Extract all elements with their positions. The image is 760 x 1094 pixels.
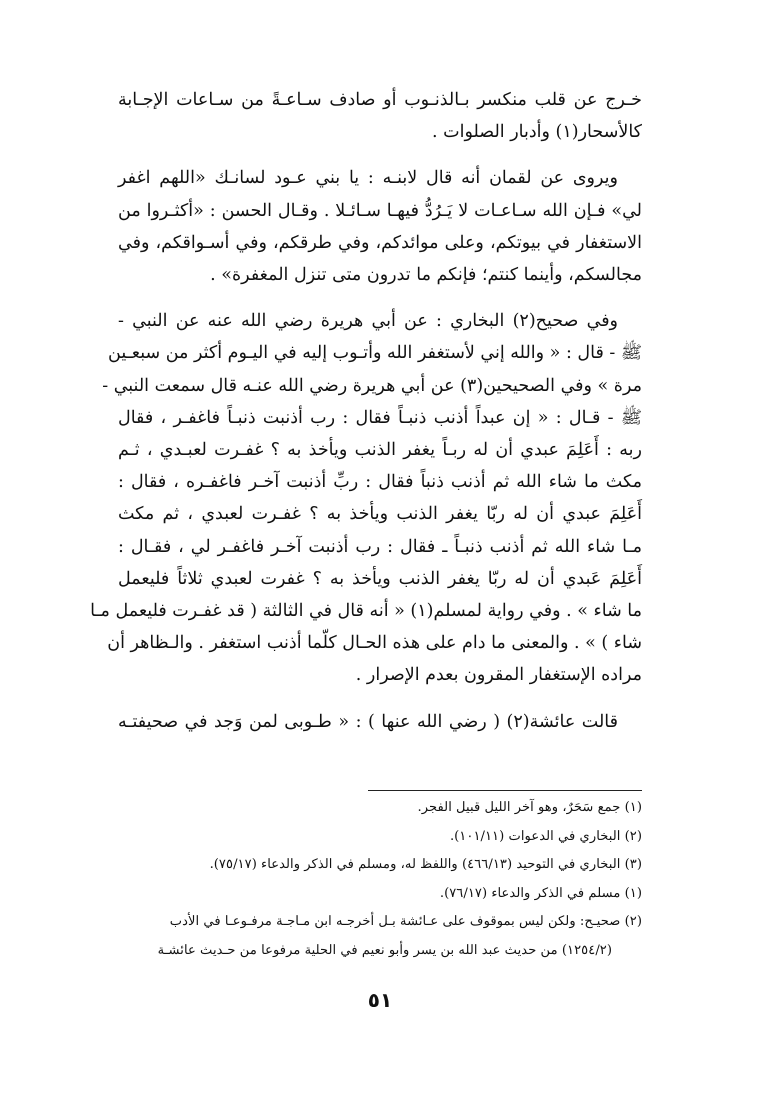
text-line: ما شاء » . وفي رواية لمسلم(١) « أنه قال في الثالثة ( قد غفـرت فليعمل مـا <box>90 601 642 622</box>
text-line: وفي صحيح(٢) البخاري : عن أبي هريرة رضي الله عنه عن النبي - <box>118 311 619 332</box>
text-line: مرة » وفي الصحيحين(٣) عن أبي هريرة رضي الله عنـه قال سمعت النبي - <box>102 375 642 396</box>
text-line: ﷺ - قـال : « إن عبداً أذنب ذنبـاً فقال : رب أذنبت ذنبـاً فاغفـر ، فقال <box>118 407 642 428</box>
footnote: (٢) صحيـح: ولكن ليس بموقوف على عـائشة بـل أخرجـه ابن مـاجـة مرفـوعـا في الأدب <box>169 914 642 929</box>
footnote: (٢) البخاري في الدعوات (١٠١/١١). <box>449 828 642 844</box>
text-line: مراده الإستغفار المقرون بعدم الإصرار . <box>355 665 642 686</box>
paragraph-1 <box>118 84 642 148</box>
text-line: مـا شاء الله ثم أذنب ذنبـاً ـ فقال : رب أذنبت آخـر فاغفـر لي ، فقـال : <box>118 536 642 557</box>
footnote-continuation: (١٢٥٤/٢) من حديث عبد الله بن يسر وأبو نعيم في الحلية مرفوعا من حـديث عائشـة <box>157 942 612 958</box>
footnote: (١) جمع سَحَرٌ، وهو آخر الليل قبيل الفجر. <box>417 800 642 815</box>
text-line: ﷺ - قال : « والله إني لأستغفر الله وأتـوب إليه في اليـوم أكثر من سبعـين <box>108 343 642 364</box>
text-line: خـرج عن قلب منكسر بـالذنـوب أو صادف سـاعـةً من سـاعات الإجـابة <box>118 90 642 110</box>
paragraph-2 <box>118 162 642 291</box>
text-line: كالأسحار(١) وأدبار الصلوات . <box>431 122 642 143</box>
footnote: (١) مسلم في الذكر والدعاء (٧٦/١٧). <box>439 885 642 901</box>
text-line: مجالسكم، وأينما كنتم؛ فإنكم ما تدرون متى تنزل المغفرة» . <box>210 265 642 286</box>
text-line: لي» فـإن الله سـاعـات لا يَـرُدُّ فيهـا سـائـلا . وقـال الحسن : «أكثـروا من <box>118 200 642 221</box>
text-line: قالت عائشة(٢) ( رضي الله عنها ) : « طـوبى لمن وَجد في صحيفتـه <box>118 711 618 732</box>
text-line: شاء ) » . والمعنى ما دام على هذه الحـال كلّما أذنب استغفر . والـظاهر أن <box>107 633 642 654</box>
footnote: (٣) البخاري في التوحيد (٤٦٦/١٣) واللفظ له، ومسلم في الذكر والدعاء (٧٥/١٧). <box>209 857 642 872</box>
footnotes <box>118 794 642 965</box>
text-line: ويروى عن لقمان أنه قال لابنـه : يا بني عـود لسانـك «اللهم اغفر <box>118 168 618 189</box>
text-line: مكث ما شاء الله ثم أذنب ذنباً فقال : ربِّ أذنبت آخـر فاغفـره ، فقال : <box>118 472 642 493</box>
footnote-divider <box>368 790 642 791</box>
text-line: أَعَلِمَ عَبدي أن له ربّا يغفر الذنب ويأخذ به ؟ غفرت لعبدي ثلاثاً فليعمل <box>118 568 642 589</box>
text-line: أَعَلِمَ عبدي أن له ربّا يغفر الذنب ويأخذ به ؟ غفـرت لعبدي ، ثم مكث <box>118 504 642 525</box>
paragraph-4 <box>118 706 642 738</box>
page-number: ٥١ <box>367 988 393 1012</box>
text-line: ربه : أَعَلِمَ عبدي أن له ربـاً يغفر الذنب ويأخذ به ؟ غفـرت لعبـدي ، ثـم <box>118 440 642 461</box>
text-line: الاستغفار في بيوتكم، وعلى موائدكم، وفي طرقكم، وفي أسـواقكم، وفي <box>118 232 642 253</box>
paragraph-3 <box>90 305 642 691</box>
main-text <box>90 84 642 752</box>
